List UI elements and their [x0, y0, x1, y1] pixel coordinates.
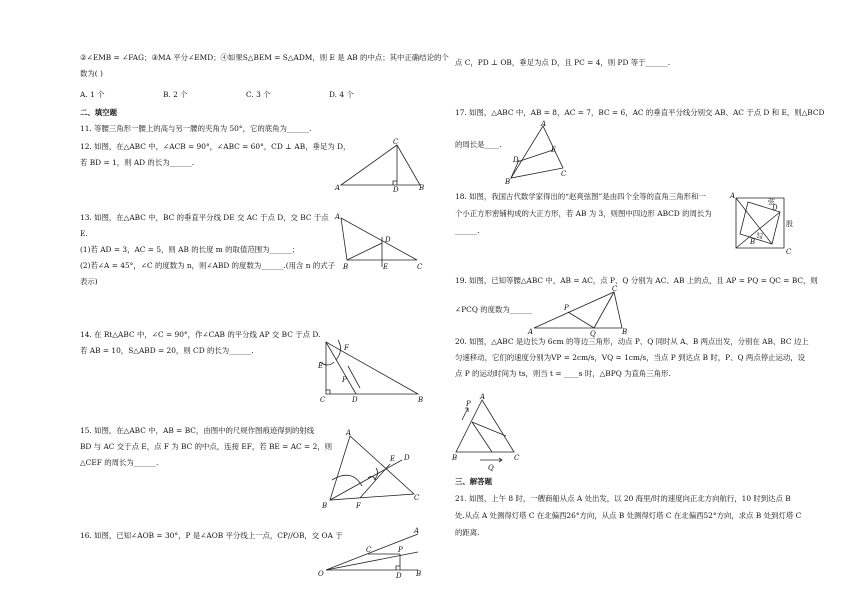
figure-q13-triangle — [335, 212, 430, 272]
f17-label-c: C — [561, 170, 567, 178]
question-20 — [455, 337, 809, 379]
f13-label-d: D — [385, 236, 391, 244]
f13-label-a: A — [335, 213, 341, 221]
f16-label-a: A — [414, 527, 420, 535]
q15-text-line1: 15. 如图，在△ABC 中，AB = BC，由图中的尺规作图痕迹得到的射线 — [80, 426, 315, 435]
figure-q14-right-triangle — [318, 336, 428, 404]
f20-label-q: Q — [488, 464, 494, 472]
option-a: A. 1 个 — [80, 90, 105, 99]
q14-text-line2: 若 AB = 10，S△ABD = 20，则 CD 的长为______. — [80, 345, 254, 355]
question-21 — [455, 494, 801, 538]
q17-text-line1: 17. 如图，△ABC 中，AB = 8，AC = 7，BC = 6，AC 的垂直平分线分别交 AB、AC 于点 D 和 E，则△BCD — [455, 108, 825, 117]
f14-label-f: F — [344, 344, 349, 352]
q20-text-line3: 点 P 的运动时间为 ts，则当 t = ____s 时，△BPQ 为直角三角形. — [455, 368, 671, 378]
q20-text-line2: 匀速移动，它们的速度分别为VP = 2cm/s，VQ = 1cm/s，当点 P 到达点 B 时，P、Q 两点停止运动，设 — [455, 352, 806, 362]
f13-label-c: C — [417, 263, 423, 271]
f18-label-a: A — [730, 192, 736, 200]
q21-text-line1: 21. 如图，上午 8 时，一艘商船从点 A 处出发，以 20 海里/时的速度向正北方向航行，10 时到达点 B — [455, 494, 791, 503]
f19-label-q: Q — [590, 330, 596, 338]
q15-text-line3: △CEF 的周长为______. — [80, 457, 159, 467]
f16-label-p: P — [398, 546, 403, 554]
q13-text-line3: (1)若 AD = 3，AC = 5，则 AB 的长度 m 的取值范围为______； — [80, 244, 300, 254]
question-15 — [80, 426, 332, 468]
q10-text-line2: 数为( ) — [80, 68, 103, 78]
figure-q12-triangle — [335, 138, 425, 194]
f15-label-c: C — [414, 494, 420, 502]
q15-text-line2: BD 与 AC 交于点 E，点 F 为 BC 的中点，连接 EF，若 BE = AC = 2，则 — [80, 441, 333, 451]
q13-text-line2: E. — [80, 228, 88, 238]
f18-label-d: D — [772, 204, 778, 212]
f19-label-a: A — [528, 328, 534, 336]
q21-text-line3: 的距离. — [455, 527, 480, 537]
left-column — [80, 0, 449, 608]
f14-label-e: E — [318, 362, 324, 370]
q19-text-line1: 19. 如图，已知等腰△ABC 中，AB = AC，点 P、Q 分别为 AC、AB 上的点，且 AP = PQ = QC = BC，则 — [455, 276, 818, 285]
q17-text-line2: 的周长是____. — [455, 139, 502, 149]
f16-label-d: D — [396, 572, 402, 580]
option-b: B. 2 个 — [163, 90, 188, 99]
f12-label-c: C — [393, 138, 399, 146]
question-11: 11. 等腰三角形一腰上的高与另一腰的夹角为 50°，它的底角为______. — [80, 124, 312, 133]
f13-label-e: E — [383, 263, 389, 271]
f15-label-a: A — [346, 429, 352, 437]
f19-label-b: B — [622, 328, 628, 336]
q19-text-line2: ∠PCQ 的度数为______ — [455, 304, 532, 314]
question-16 — [80, 531, 343, 541]
f17-label-e: E — [551, 146, 557, 154]
f18-label-gu: 股 — [786, 220, 793, 228]
figure-q15-construction — [322, 428, 422, 510]
f20-label-c: C — [514, 454, 520, 462]
f15-label-d: D — [404, 454, 410, 462]
q16-text-line1: 16. 如图，已知∠AOB = 30°，P 是∠AOB 平分线上一点，CP//OB，交 OA 于 — [80, 531, 343, 540]
q12-text-line2: 若 BD = 1，则 AD 的长为______. — [80, 157, 195, 167]
section-fill-in-heading: 二、填空题 — [80, 108, 117, 117]
q18-text-line1: 18. 如图，我国古代数学家得出的“赵爽弦图”是由四个全等的直角三角形和一 — [455, 192, 706, 201]
f14-label-d: D — [352, 396, 358, 404]
f17-label-a: A — [541, 120, 547, 128]
q16-text-line2: 点 C，PD ⊥ OB，垂足为点 D，且 PC = 4，则 PD 等于______. — [455, 58, 671, 67]
f18-label-b: B — [750, 238, 756, 246]
f20-label-a: A — [480, 393, 486, 401]
question-13 — [80, 213, 335, 287]
q10-options — [80, 90, 412, 100]
question-14 — [80, 330, 320, 356]
f19-label-p: P — [564, 304, 569, 312]
q21-text-line2: 处.从点 A 处测得灯塔 C 在北偏西26°方向，从点 B 处测得灯塔 C 在北偏西52°方向，求点 B 处到灯塔 C — [455, 510, 802, 520]
f13-label-b: B — [343, 263, 349, 271]
question-19 — [455, 276, 818, 315]
f16-label-b: B — [416, 570, 422, 578]
q14-text-line1: 14. 在 Rt△ABC 中，∠C = 90°，作∠CAB 的平分线 AP 交 BC 于点 D. — [80, 330, 321, 339]
f17-label-b: B — [505, 178, 511, 186]
figure-q17-triangle — [505, 122, 567, 184]
option-d: D. 4 个 — [329, 90, 354, 99]
q10-text-line1: ②∠EMB = ∠FAG；③MA 平分∠EMD；④如果S△BEM = S△ADM，则 E 是 AB 的中点；其中正确结论的个 — [80, 53, 449, 62]
f19-label-c: C — [612, 285, 618, 293]
q20-text-line1: 20. 如图，△ABC 是边长为 6cm 的等边三角形，动点 P、Q 同时从 A、B 两点出发，分别在 AB、BC 边上 — [455, 337, 809, 346]
f15-label-e: E — [390, 455, 396, 463]
question-18 — [455, 192, 712, 236]
section-answer-heading: 三、解答题 — [455, 477, 492, 486]
f14-label-p: P — [342, 376, 347, 384]
figure-q19-isosceles — [528, 284, 628, 338]
option-c: C. 3 个 — [246, 90, 271, 99]
figure-q16-angle — [318, 524, 428, 579]
f20-label-p: P — [466, 400, 471, 408]
f18-label-xian: 弦 — [768, 198, 775, 206]
q18-text-line3: ______. — [455, 225, 480, 235]
f17-label-d: D — [513, 156, 519, 164]
f15-label-f: F — [356, 502, 361, 510]
f16-label-c: C — [366, 546, 372, 554]
f16-label-o: O — [318, 570, 324, 578]
f12-label-b: B — [419, 184, 425, 192]
f14-label-c: C — [320, 396, 326, 404]
figure-q18-zhao-shuang-diagram — [728, 192, 798, 256]
q13-text-line5: 表示) — [80, 276, 98, 286]
question-12 — [80, 142, 350, 168]
q13-text-line1: 13. 如图，在△ABC 中，BC 的垂直平分线 DE 交 AC 于点 D，交 BC 于点 — [80, 213, 329, 222]
f14-label-b: B — [418, 396, 424, 404]
question-10-continued — [80, 53, 449, 79]
q13-text-line4: (2)若∠A = 45°，∠C 的度数为 n，则∠ABD 的度数为______.(用含 n 的式子 — [80, 260, 336, 270]
figure-q20-equilateral — [452, 394, 534, 470]
f18-label-c: C — [786, 248, 792, 256]
q18-text-line2: 个小正方形密铺构成的大正方形，若 AB 为 3，则图中四边形 ABCD 的周长为 — [455, 208, 712, 218]
f15-label-b: B — [322, 502, 328, 510]
q12-text-line1: 12. 如图，在△ABC 中，∠ACB = 90°，∠ABC = 60°，CD ⊥ AB，垂足为 D， — [80, 142, 351, 151]
f12-label-a: A — [335, 184, 341, 192]
f18-label-gou: 勾 — [756, 232, 763, 240]
f12-label-d: D — [393, 186, 399, 194]
f20-label-b: B — [452, 454, 458, 462]
